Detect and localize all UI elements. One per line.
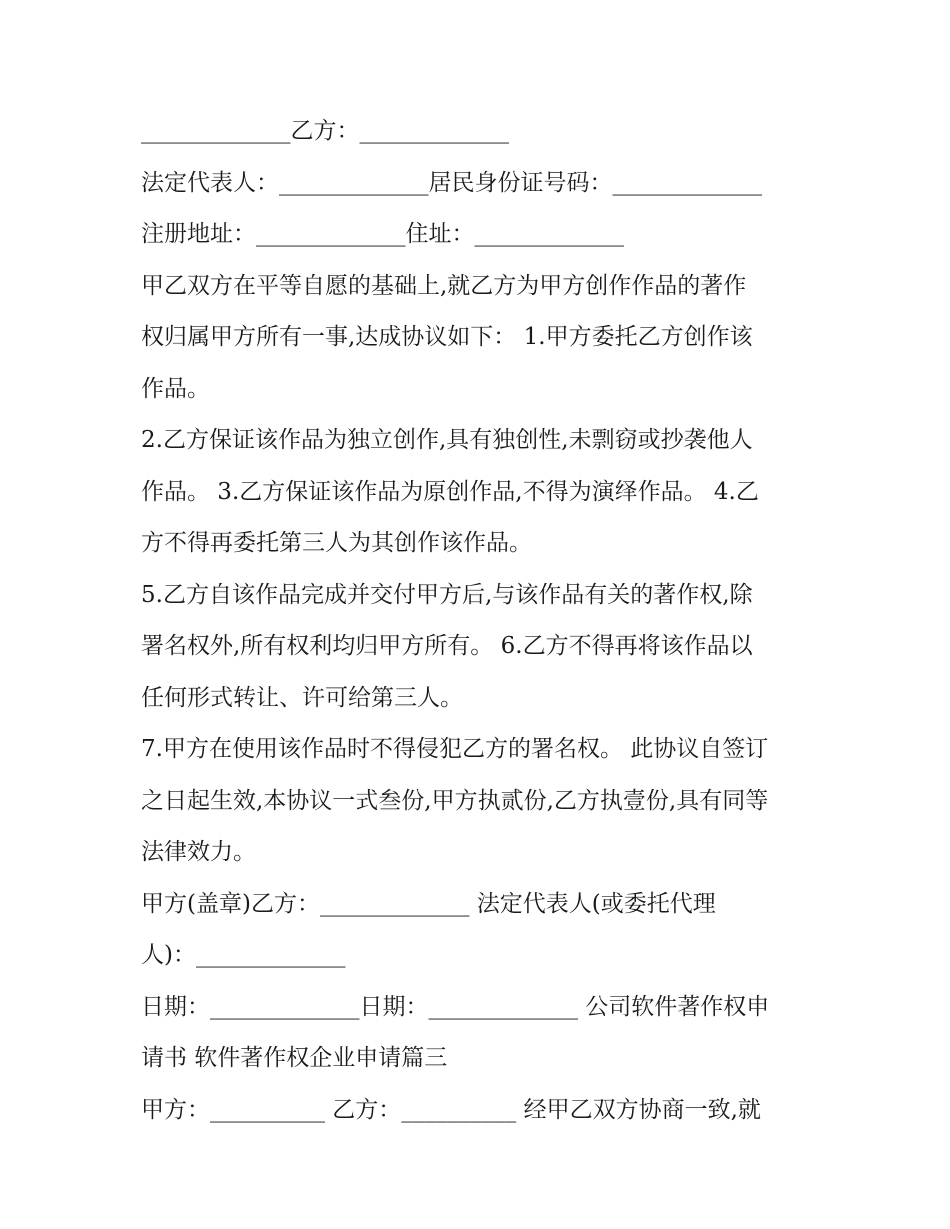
clause-line: 署名权外,所有权利均归甲方所有。 6.乙方不得再将该作品以 [141,633,753,659]
document-body [141,106,821,1136]
signature-line: 人)：_____________ [141,942,346,968]
legal-representative-line: 法定代表人：_____________居民身份证号码：_____________ [141,169,762,196]
clause-line: 方不得再委托第三人为其创作该作品。 [141,530,532,556]
paragraph-line: 甲乙双方在平等自愿的基础上,就乙方为甲方创作作品的著作 [141,272,747,299]
paragraph-line: 作品。 [141,375,210,402]
party-line: 甲方：__________ 乙方：__________ 经甲乙双方协商一致,就 [141,1096,761,1123]
paragraph-line: 权归属甲方所有一事,达成协议如下： 1.甲方委托乙方创作该 [141,324,753,350]
signature-line: 甲方(盖章)乙方：_____________ 法定代表人(或委托代理 [141,890,716,917]
clause-line: 法律效力。 [141,839,256,865]
clause-line: 之日起生效,本协议一式叁份,甲方执贰份,乙方执壹份,具有同等 [141,787,769,814]
address-line: 注册地址：_____________住址：_____________ [141,221,624,247]
date-line: 日期：_____________日期：_____________ 公司软件著作权申 [141,993,770,1020]
clause-line: 作品。 3.乙方保证该作品为原创作品,不得为演绎作品。 4.乙 [141,478,759,505]
clause-line: 任何形式转让、许可给第三人。 [141,684,463,711]
clause-line: 7.甲方在使用该作品时不得侵犯乙方的署名权。 此协议自签订 [141,736,769,762]
clause-line: 5.乙方自该作品完成并交付甲方后,与该作品有关的著作权,除 [141,581,753,608]
clause-line: 2.乙方保证该作品为独立创作,具有独创性,未剽窃或抄袭他人 [141,427,753,453]
section-heading-line: 请书 软件著作权企业申请篇三 [141,1045,448,1071]
party-line: _____________乙方：_____________ [141,118,509,144]
